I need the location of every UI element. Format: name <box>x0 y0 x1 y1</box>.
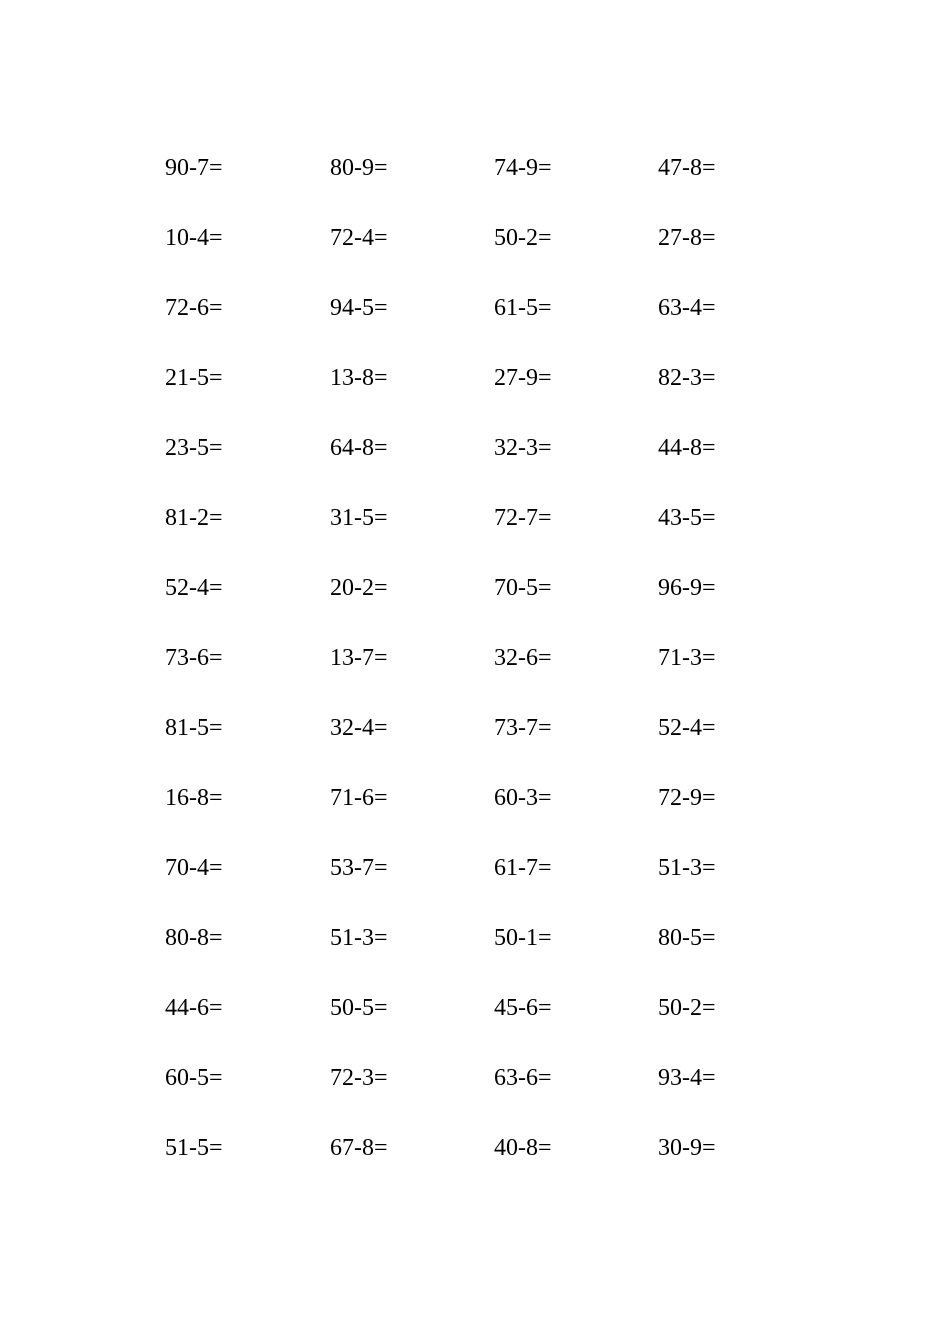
subtraction-problem: 82-3= <box>658 365 716 391</box>
subtraction-problem: 32-4= <box>330 715 388 741</box>
subtraction-problem: 72-7= <box>494 505 552 531</box>
problem-row <box>0 568 950 608</box>
problem-row <box>0 918 950 958</box>
subtraction-problem: 61-7= <box>494 855 552 881</box>
subtraction-problem: 72-9= <box>658 785 716 811</box>
subtraction-problem: 20-2= <box>330 575 388 601</box>
subtraction-problem: 45-6= <box>494 995 552 1021</box>
subtraction-problem: 60-5= <box>165 1065 223 1091</box>
subtraction-problem: 50-5= <box>330 995 388 1021</box>
problem-row <box>0 148 950 188</box>
subtraction-problem: 81-2= <box>165 505 223 531</box>
subtraction-problem: 32-3= <box>494 435 552 461</box>
subtraction-problem: 51-5= <box>165 1135 223 1161</box>
subtraction-problem: 73-7= <box>494 715 552 741</box>
problem-row <box>0 218 950 258</box>
problem-row <box>0 708 950 748</box>
subtraction-problem: 32-6= <box>494 645 552 671</box>
subtraction-problem: 93-4= <box>658 1065 716 1091</box>
subtraction-problem: 71-6= <box>330 785 388 811</box>
subtraction-problem: 51-3= <box>330 925 388 951</box>
subtraction-problem: 50-2= <box>658 995 716 1021</box>
subtraction-problem: 44-6= <box>165 995 223 1021</box>
subtraction-problem: 96-9= <box>658 575 716 601</box>
subtraction-problem: 23-5= <box>165 435 223 461</box>
subtraction-problem: 71-3= <box>658 645 716 671</box>
subtraction-problem: 63-4= <box>658 295 716 321</box>
subtraction-problem: 70-5= <box>494 575 552 601</box>
subtraction-problem: 72-3= <box>330 1065 388 1091</box>
subtraction-problem: 44-8= <box>658 435 716 461</box>
subtraction-problem: 50-2= <box>494 225 552 251</box>
problem-row <box>0 1128 950 1168</box>
subtraction-problem: 16-8= <box>165 785 223 811</box>
subtraction-problem: 67-8= <box>330 1135 388 1161</box>
subtraction-problem: 70-4= <box>165 855 223 881</box>
problem-row <box>0 848 950 888</box>
subtraction-problem: 43-5= <box>658 505 716 531</box>
subtraction-problem: 13-7= <box>330 645 388 671</box>
subtraction-problem: 47-8= <box>658 155 716 181</box>
subtraction-problem: 72-6= <box>165 295 223 321</box>
problem-row <box>0 778 950 818</box>
subtraction-problem: 64-8= <box>330 435 388 461</box>
subtraction-problem: 13-8= <box>330 365 388 391</box>
subtraction-problem: 27-9= <box>494 365 552 391</box>
problem-row <box>0 358 950 398</box>
subtraction-problem: 80-9= <box>330 155 388 181</box>
subtraction-problem: 94-5= <box>330 295 388 321</box>
subtraction-problem: 72-4= <box>330 225 388 251</box>
subtraction-problem: 52-4= <box>658 715 716 741</box>
problem-row <box>0 1058 950 1098</box>
problem-row <box>0 638 950 678</box>
subtraction-problem: 63-6= <box>494 1065 552 1091</box>
subtraction-problem: 53-7= <box>330 855 388 881</box>
problem-row <box>0 988 950 1028</box>
problem-row <box>0 288 950 328</box>
subtraction-problem: 30-9= <box>658 1135 716 1161</box>
problem-row <box>0 428 950 468</box>
subtraction-problem: 74-9= <box>494 155 552 181</box>
subtraction-problem: 61-5= <box>494 295 552 321</box>
subtraction-problem: 10-4= <box>165 225 223 251</box>
subtraction-problem: 80-8= <box>165 925 223 951</box>
subtraction-problem: 60-3= <box>494 785 552 811</box>
subtraction-problem: 81-5= <box>165 715 223 741</box>
subtraction-problem: 40-8= <box>494 1135 552 1161</box>
subtraction-problem: 90-7= <box>165 155 223 181</box>
subtraction-problem: 51-3= <box>658 855 716 881</box>
subtraction-problem: 50-1= <box>494 925 552 951</box>
subtraction-problem: 52-4= <box>165 575 223 601</box>
subtraction-problem: 21-5= <box>165 365 223 391</box>
subtraction-problem: 80-5= <box>658 925 716 951</box>
subtraction-problem: 27-8= <box>658 225 716 251</box>
subtraction-problem: 73-6= <box>165 645 223 671</box>
problem-row <box>0 498 950 538</box>
subtraction-problem: 31-5= <box>330 505 388 531</box>
